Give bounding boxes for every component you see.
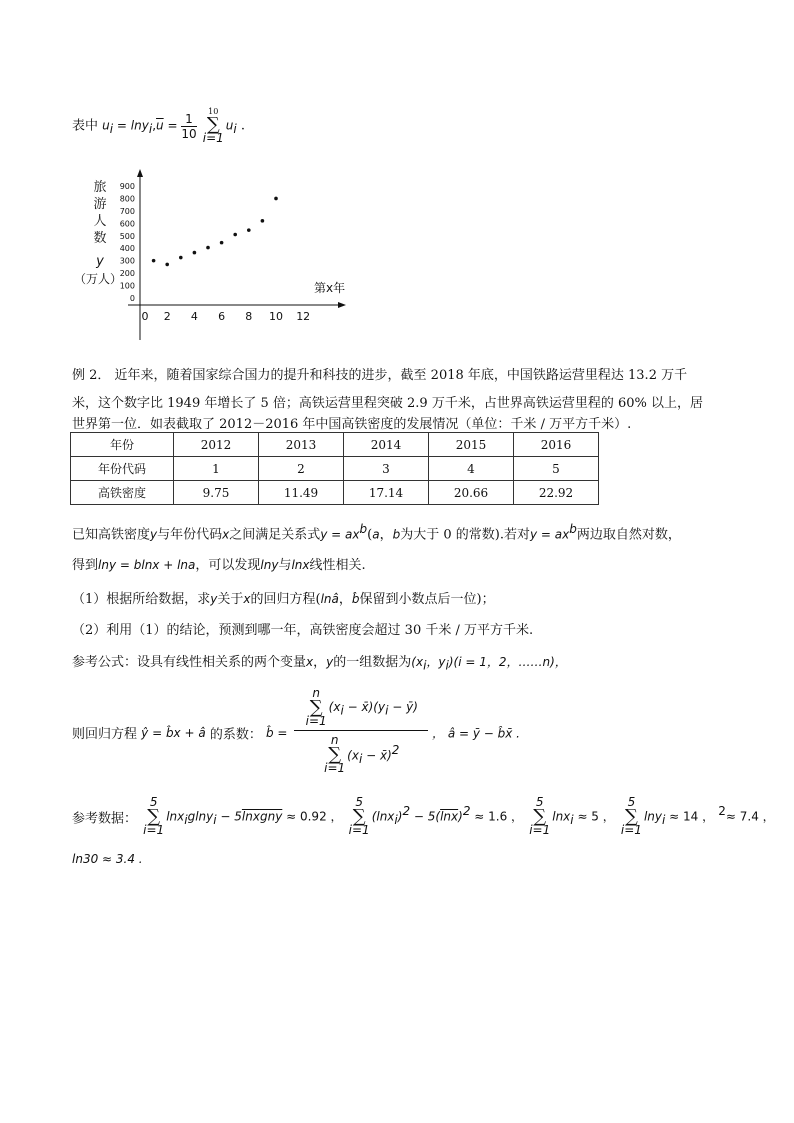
y-label-char: 数 <box>93 231 107 246</box>
den-sig-n: n <box>330 733 339 748</box>
rd-t1b-sub: i <box>213 813 217 828</box>
rel-a6: 为大于 0 的常数).若对 <box>400 527 530 543</box>
num-t1: (x <box>328 700 341 714</box>
rel-x: x <box>222 527 230 542</box>
q1a: （1）根据所给数据，求 <box>72 592 211 607</box>
rd-t1c: − 5 <box>216 809 242 824</box>
rel-a3: 之间满足关系式 <box>229 527 321 543</box>
rel-b4: 线性相关. <box>309 558 366 573</box>
ref-y: y <box>326 655 334 669</box>
num-sig-n: n <box>312 685 320 700</box>
y-tick-label: 100 <box>119 281 135 291</box>
y-axis-label <box>74 180 122 286</box>
q1-x: x <box>243 592 251 606</box>
y-tick-label: 800 <box>119 194 135 204</box>
x-tick-label: 0 <box>141 310 149 323</box>
ref-r2: ， <box>313 655 327 670</box>
rd-t2: (lnx <box>371 809 395 824</box>
rel-y: y <box>150 527 158 542</box>
table-cell: 3 <box>344 457 429 481</box>
x-axis-arrow <box>338 302 346 308</box>
reg-bhat: b̂ = <box>266 725 288 740</box>
ref-pair3: )(i = 1，2，……n)， <box>448 655 567 669</box>
intro-sigma: 10 ∑ i=1 <box>202 107 224 145</box>
relation-line-1 <box>72 522 681 542</box>
y-label-char: 游 <box>93 197 107 212</box>
rd-t2-sub: i <box>394 813 398 828</box>
table-cell: 2014 <box>344 433 429 457</box>
rs3-lower: i=1 <box>529 823 551 837</box>
rel-exp-b2: b <box>569 522 577 536</box>
reg-r5: 的系数： <box>209 727 262 743</box>
ref-sigma-2: 5 ∑ i=1 <box>348 795 370 837</box>
den-sq: 2 <box>391 742 400 757</box>
rd-t5b: ≈ 7.4 ， <box>725 809 775 824</box>
data-point <box>206 246 210 250</box>
rs4-lower: i=1 <box>620 823 642 837</box>
y-label-char: 旅 <box>93 180 107 195</box>
rd-t1b: glny <box>187 809 214 824</box>
table-cell: 2016 <box>514 433 599 457</box>
rd-t4: lny <box>643 809 662 824</box>
ref-pair-sub: i <box>423 658 427 673</box>
table-row-label: 年份代码 <box>71 457 174 481</box>
intro-y: y <box>141 118 149 133</box>
q1f: b̂ <box>351 592 360 606</box>
rd-t3-sub: i <box>570 813 574 828</box>
data-point <box>220 241 224 245</box>
table-cell: 22.92 <box>514 481 599 505</box>
reg-tail: ， â = ȳ − b̂x̄ . <box>432 726 521 741</box>
intro-u: u <box>102 118 110 133</box>
table-row-label: 年份 <box>71 433 174 457</box>
rel-lnx: lnx <box>291 558 310 572</box>
table-cell: 20.66 <box>429 481 514 505</box>
rd-t1-sub: i <box>184 813 188 828</box>
example-line-2: 米，这个数字比 1949 年增长了 5 倍；高铁运营里程突破 2.9 万千米，占世界高铁运营里程的 60% 以上，居 <box>72 396 703 411</box>
rel-paren: ( <box>367 527 373 543</box>
intro-sub-i: i <box>109 122 114 137</box>
intro-u2: u <box>225 118 234 133</box>
frac-den: 10 <box>181 126 197 141</box>
y-tick-label: 300 <box>119 256 135 266</box>
table-cell: 17.14 <box>344 481 429 505</box>
reg-denominator <box>294 731 428 778</box>
x-tick-label: 2 <box>163 310 171 323</box>
table-row <box>71 433 599 457</box>
table-cell: 2013 <box>259 433 344 457</box>
y-tick-label: 200 <box>119 269 135 279</box>
ref-pair2-sub: i <box>445 658 449 673</box>
y-tick-label: 400 <box>119 244 135 254</box>
y-tick-label: 600 <box>119 219 135 229</box>
rd-t3: lnx <box>552 809 571 824</box>
example-line-1: 例 2． 近年来，随着国家综合国力的提升和科技的进步，截至 2018 年底，中国铁路运营里程达 13.2 万千 <box>72 368 688 383</box>
reg-r4: 则回归方程 <box>72 727 138 743</box>
ref-sigma-3: 5 ∑ i=1 <box>529 795 551 837</box>
rd-t2b: ) <box>397 809 403 824</box>
sigma-lower: i=1 <box>202 131 224 145</box>
x-tick-label: 12 <box>296 310 311 323</box>
rel-a2: 与年份代码 <box>157 527 223 543</box>
den-sub: i <box>358 751 363 766</box>
y-tick-label: 900 <box>119 182 135 191</box>
reg-fraction <box>294 685 428 778</box>
rd-t3b: ≈ 5 ， <box>573 809 615 824</box>
question-2: （2）利用（1）的结论，预测到哪一年，高铁密度会超过 30 千米 / 万平方千米. <box>72 623 534 638</box>
rd-t4b: ≈ 14 ， <box>665 809 715 824</box>
intro-fraction <box>181 112 196 141</box>
rel-a1: 已知高铁密度 <box>72 527 151 543</box>
rd-t1: lnx <box>166 809 185 824</box>
reg-yhat: ŷ = b̂x + â <box>141 725 206 740</box>
y-label-unit: （万人） <box>73 272 123 286</box>
rd-t2e: ) <box>458 809 463 824</box>
rd-t2d: $\overline{lnx}$ <box>440 809 459 824</box>
table-cell: 1 <box>174 457 259 481</box>
y-label-char: 人 <box>93 214 107 229</box>
x-tick-label: 8 <box>245 310 253 323</box>
rd-t1e: $\overline{gny}$ <box>259 809 283 824</box>
table-cell: 4 <box>429 457 514 481</box>
ref-r3: 的一组数据为 <box>333 655 412 670</box>
num-sig-lower: i=1 <box>305 713 327 728</box>
rel-a7: 两边取自然对数， <box>576 527 681 543</box>
rd-t4-sub: i <box>661 813 666 828</box>
rel-exp-b: b <box>359 522 368 536</box>
data-point <box>165 263 169 267</box>
rs4-upper: 5 <box>627 795 636 809</box>
x-tick-label: 4 <box>190 310 198 323</box>
table-cell: 5 <box>514 457 599 481</box>
table-row <box>71 457 599 481</box>
rs1-lower: i=1 <box>143 823 165 837</box>
q1e: ， <box>338 592 352 607</box>
relation-line-2 <box>72 554 366 573</box>
y-axis-arrow <box>137 169 143 177</box>
intro-line: 表中 $u_i = \ln y_i,\overline{u}$ = $\frac{1}{10}$ 10 ∑ $i=1u_i$ . <box>72 107 246 145</box>
ref-sigma-4: 5 ∑ i=1 <box>620 795 642 837</box>
refdata-line-1 <box>72 795 775 837</box>
rel-lny: lny <box>260 558 279 572</box>
q1c: 的回归方程( <box>250 592 321 607</box>
ref-formula-line <box>72 651 567 673</box>
data-point <box>274 197 278 201</box>
density-table <box>70 432 599 505</box>
rs2-lower: i=1 <box>348 823 370 837</box>
rel-lnform: lny = blnx + lna <box>98 558 196 572</box>
rd-t2e-sq: 2 <box>462 804 471 819</box>
q1-y: y <box>210 592 218 606</box>
rd-t1f: ≈ 0.92 ， <box>282 809 343 824</box>
table-cell: 11.49 <box>259 481 344 505</box>
q1g: 保留到小数点后一位)； <box>359 592 495 607</box>
rs3-upper: 5 <box>535 795 544 809</box>
rd-t2-sq: 2 <box>402 804 411 819</box>
data-point <box>261 219 265 223</box>
data-point <box>179 256 183 260</box>
rel-b: b <box>392 527 401 542</box>
y-label-var: y <box>96 254 104 269</box>
ref-sigma-1: 5 ∑ i=1 <box>143 795 165 837</box>
intro-ubar: $\overline{u}$ <box>156 118 164 133</box>
data-point <box>233 233 237 237</box>
intro-prefix: 表中 <box>72 118 99 134</box>
example-line-3: 世界第一位．如表截取了 2012－2016 年中国高铁密度的发展情况（单位：千米 / 万平方千米）. <box>72 417 632 432</box>
num-t2: − x̄)(y <box>343 700 386 714</box>
table-cell: 2015 <box>429 433 514 457</box>
rel-comma: ， <box>379 527 393 543</box>
regression-line <box>72 685 521 776</box>
num-sub1: i <box>340 703 344 718</box>
intro-ln: ln <box>130 118 142 133</box>
table-cell: 2 <box>259 457 344 481</box>
ref-pair2: ，y <box>426 655 446 669</box>
rel-b2: ，可以发现 <box>195 558 261 573</box>
data-point <box>152 259 156 263</box>
rd-t1d: $\overline{lnx}$ <box>241 809 260 824</box>
y-tick-label: 0 <box>129 294 135 303</box>
rs2-upper: 5 <box>355 795 363 809</box>
rel-b1: 得到 <box>72 558 99 573</box>
frac-num: 1 <box>181 112 196 127</box>
rs1-upper: 5 <box>149 795 158 809</box>
num-t3: − ȳ) <box>388 700 418 714</box>
y-tick-label: 700 <box>119 206 135 216</box>
x-axis-label: 第x年 <box>314 281 346 295</box>
table-cell: 9.75 <box>174 481 259 505</box>
intro-eq: = <box>113 118 131 133</box>
reg-num-sigma: n ∑ i=1 <box>305 685 327 728</box>
question-1 <box>72 588 495 607</box>
table-row <box>71 481 599 505</box>
table-row-label: 高铁密度 <box>71 481 174 505</box>
rel-formula: y = ax <box>320 527 360 542</box>
rel-b3: 与 <box>278 558 292 573</box>
num-sub2: i <box>385 703 389 718</box>
data-point <box>193 251 197 255</box>
ref-pair: (x <box>411 655 424 669</box>
x-tick-label: 10 <box>269 310 283 323</box>
table-cell: 2012 <box>174 433 259 457</box>
x-tick-label: 6 <box>218 310 226 323</box>
rel-formula2: y = ax <box>529 527 570 542</box>
den-t1: (x <box>347 747 359 762</box>
refdata-line-2: ln30 ≈ 3.4 . <box>72 852 143 866</box>
rd-t5: 2 <box>718 804 726 819</box>
y-tick-label: 500 <box>119 231 135 241</box>
scatter-chart <box>70 165 360 345</box>
q1d: lnâ <box>320 592 339 606</box>
q1b: 关于 <box>217 592 244 607</box>
reg-den-sigma: n ∑ i=1 <box>324 733 346 776</box>
refdata-label: 参考数据： <box>72 811 138 827</box>
data-point <box>247 228 251 232</box>
den-sig-lower: i=1 <box>324 761 346 776</box>
rd-t2c: − 5( <box>410 809 441 824</box>
ref-r1: 参考公式：设具有线性相关系的两个变量 <box>72 655 307 670</box>
sigma-upper: 10 <box>208 107 219 116</box>
rel-a: a <box>372 527 380 542</box>
intro-end: . <box>240 118 246 134</box>
rd-t2f: ≈ 1.6 ， <box>470 809 524 824</box>
ref-x: x <box>306 655 314 669</box>
reg-numerator <box>294 685 428 731</box>
den-t2: − x̄) <box>362 747 392 762</box>
intro-sub-i3: i <box>233 122 237 137</box>
intro-sub-i2: i <box>148 122 153 137</box>
